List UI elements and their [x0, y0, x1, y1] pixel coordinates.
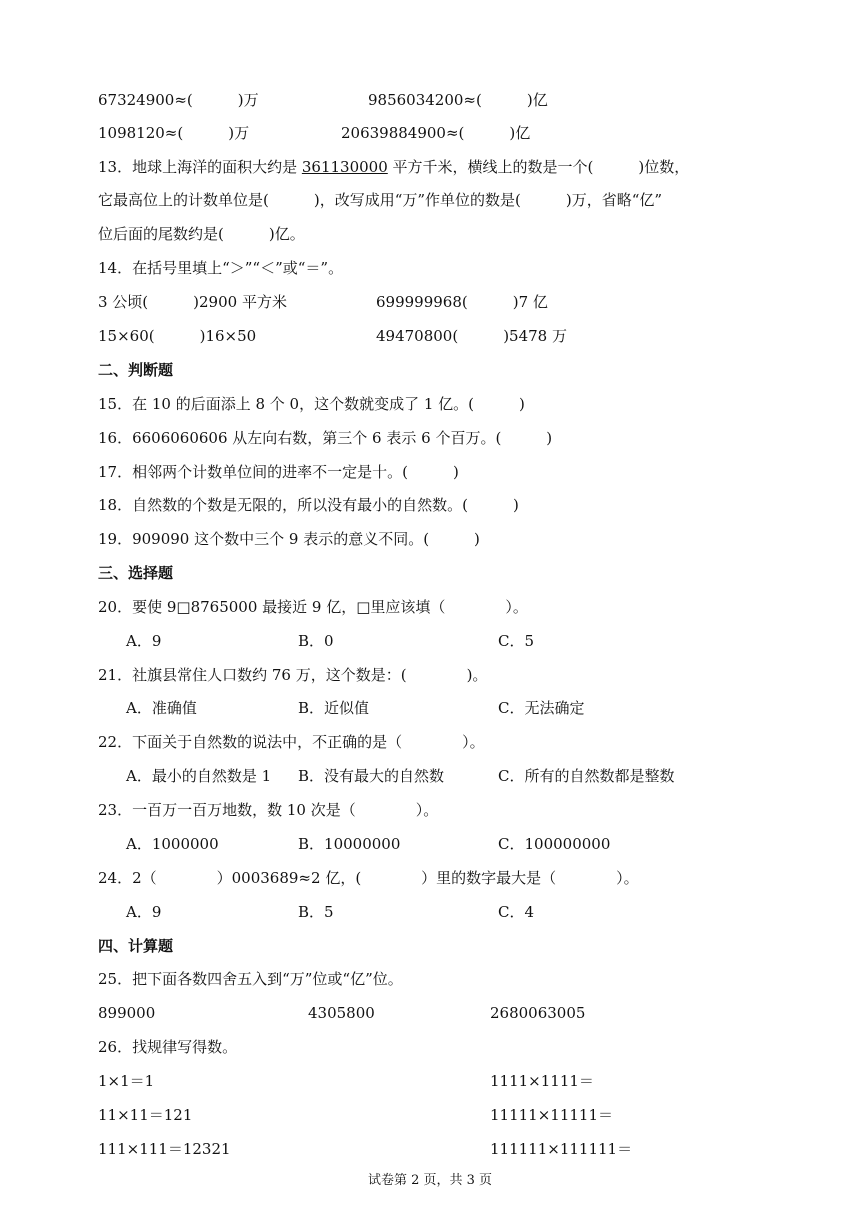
section-heading-choice: 三、选择题 [98, 564, 174, 582]
option-a: A．1000000 [126, 835, 219, 853]
choice-question-21: 21．社旗县常住人口数约 76 万，这个数是：( )。 [98, 666, 488, 684]
option-a: A．最小的自然数是 1 [126, 767, 272, 785]
option-b: B．5 [298, 903, 334, 921]
option-c: C．5 [498, 632, 535, 650]
question-13-suffix: 平方千米，横线上的数是一个( )位数， [387, 158, 690, 176]
choice-question-23: 23．一百万一百万地数，数 10 次是（ ）。 [98, 801, 439, 819]
approx-row-1-right: 9856034200≈( )亿 [368, 91, 548, 109]
pattern-right-3: 111111×111111＝ [490, 1140, 633, 1158]
question-13-line-2: 它最高位上的计数单位是( )，改写成用“万”作单位的数是( )万，省略“亿” [98, 191, 663, 209]
choice-question-24: 24．2（ ）0003689≈2 亿，( ）里的数字最大是（ ）。 [98, 869, 639, 887]
approx-row-2-right: 20639884900≈( )亿 [341, 124, 531, 142]
option-a: A．9 [126, 632, 162, 650]
choice-question-20: 20．要使 9□8765000 最接近 9 亿，□里应该填（ ）。 [98, 598, 528, 616]
option-a: A．9 [126, 903, 162, 921]
pattern-left-3: 111×111＝12321 [98, 1140, 231, 1158]
option-a: A．准确值 [126, 699, 197, 717]
question-25: 25．把下面各数四舍五入到“万”位或“亿”位。 [98, 970, 403, 988]
compare-2b: 49470800( )5478 万 [376, 327, 567, 345]
judge-item-15: 15．在 10 的后面添上 8 个 0，这个数就变成了 1 亿。( ) [98, 395, 525, 413]
option-b: B．0 [298, 632, 334, 650]
pattern-right-2: 11111×11111＝ [490, 1106, 614, 1124]
section-heading-calc: 四、计算题 [98, 937, 174, 955]
question-14: 14．在括号里填上“＞”“＜”或“＝”。 [98, 259, 344, 277]
question-13-line-3: 位后面的尾数约是( )亿。 [98, 225, 305, 243]
judge-item-19: 19．909090 这个数中三个 9 表示的意义不同。( ) [98, 530, 480, 548]
round-number-1: 899000 [98, 1004, 156, 1022]
compare-1a: 3 公顷( )2900 平方米 [98, 293, 287, 311]
compare-2a: 15×60( )16×50 [98, 327, 257, 345]
section-heading-judge: 二、判断题 [98, 361, 174, 379]
choice-question-22: 22．下面关于自然数的说法中，不正确的是（ ）。 [98, 733, 485, 751]
option-c: C．所有的自然数都是整数 [498, 767, 675, 785]
pattern-right-1: 1111×1111＝ [490, 1072, 594, 1090]
underlined-number: 361130000 [301, 158, 388, 176]
page-footer: 试卷第 2 页，共 3 页 [367, 1173, 493, 1188]
option-c: C．无法确定 [498, 699, 585, 717]
option-b: B．10000000 [298, 835, 401, 853]
judge-item-16: 16．6606060606 从左向右数，第三个 6 表示 6 个百万。( ) [98, 429, 553, 447]
question-26: 26．找规律写得数。 [98, 1038, 238, 1056]
pattern-left-1: 1×1＝1 [98, 1072, 155, 1090]
question-13-prefix: 13．地球上海洋的面积大约是 [98, 158, 302, 176]
compare-1b: 699999968( )7 亿 [376, 293, 548, 311]
option-b: B．近似值 [298, 699, 370, 717]
judge-item-17: 17．相邻两个计数单位间的进率不一定是十。( ) [98, 463, 459, 481]
option-b: B．没有最大的自然数 [298, 767, 445, 785]
round-number-3: 2680063005 [490, 1004, 586, 1022]
round-number-2: 4305800 [308, 1004, 375, 1022]
approx-row-2-left: 1098120≈( )万 [98, 124, 250, 142]
question-13-line-1 [98, 157, 689, 177]
option-c: C．100000000 [498, 835, 611, 853]
judge-item-18: 18．自然数的个数是无限的，所以没有最小的自然数。( ) [98, 496, 519, 514]
option-c: C．4 [498, 903, 535, 921]
pattern-left-2: 11×11＝121 [98, 1106, 193, 1124]
approx-row-1-left: 67324900≈( )万 [98, 91, 259, 109]
